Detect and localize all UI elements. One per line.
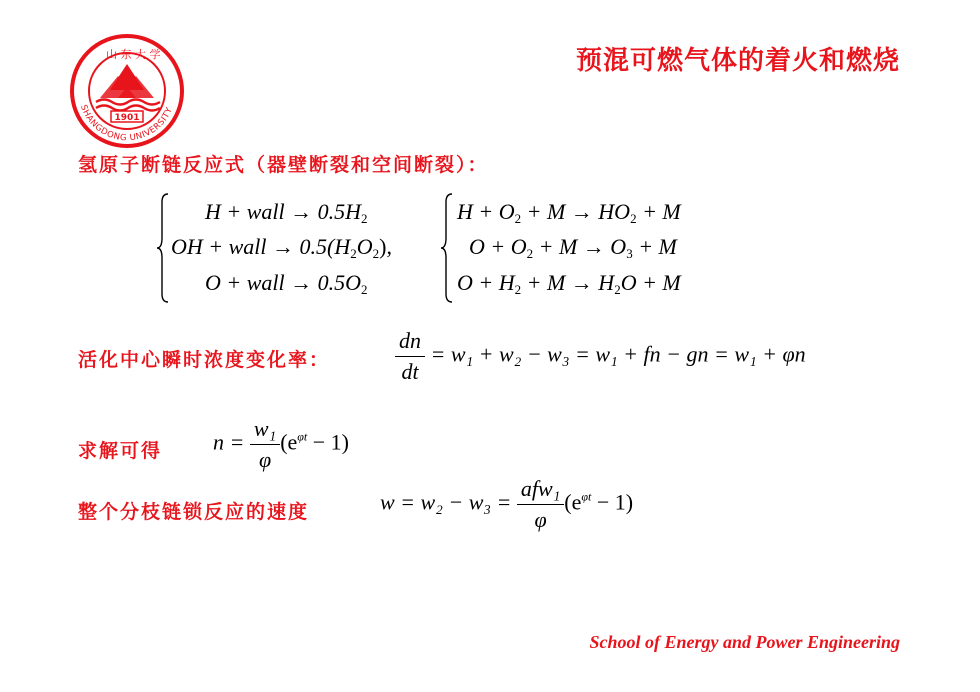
logo-top-glyphs: 山 东 大 学 — [106, 48, 161, 61]
equation-left-row2: OH + wall → $0.5(H_2O_2)$, — [171, 234, 392, 261]
left-brace — [156, 192, 170, 304]
speed-equation: w = w₂ − w₃ = $\frac{\text{afw₁}}{\varphi}$ $(e^{\varphi t} - 1)$ — [380, 476, 634, 532]
chain-breaking-label: 氢原子断链反应式（器壁断裂和空间断裂）： — [78, 154, 489, 176]
equation-right-row1: $H + O_2 + M \to HO_2 + M$ — [457, 199, 681, 226]
equation-left-row3: O + wall → $0.5O_2$ — [205, 270, 368, 297]
footer-school-name: School of Energy and Power Engineering — [589, 632, 900, 652]
equation-right-row2: $O + O_2 + M \to O_3 + M$ — [469, 234, 677, 261]
equation-left-row1: H + wall → $0.5H_2$ — [205, 199, 368, 226]
university-logo — [68, 32, 186, 150]
rate-label: 活化中心瞬时浓度变化率： — [78, 349, 331, 371]
solve-label: 求解可得 — [78, 440, 163, 462]
speed-label: 整个分枝链锁反应的速度 — [78, 501, 310, 523]
rate-fraction: $\frac{dn}{dt}$ — [395, 328, 425, 385]
logo-year: 1901 — [114, 113, 140, 123]
solution-fraction: $\frac{\text{w₁}}{\varphi}$ — [250, 416, 280, 473]
slide-title: 预混可燃气体的着火和燃烧 — [575, 46, 900, 76]
speed-fraction: $\frac{\text{afw₁}}{\varphi}$ — [517, 476, 564, 533]
right-brace — [440, 192, 454, 304]
equation-right-row3: $O + H_2 + M \to H_2O + M$ — [457, 270, 681, 297]
solution-equation: n = $\frac{\text{w₁}}{\varphi}$ $(e^{\varphi t} - 1)$ — [213, 416, 349, 472]
logo-arc-text: SHANGDONG UNIVERSITY — [78, 103, 175, 144]
rate-equation: $\frac{dn}{dt}$ = w₁ + w₂ − w₃ = w₁ + fn − gn = w₁ + φn — [395, 328, 806, 385]
